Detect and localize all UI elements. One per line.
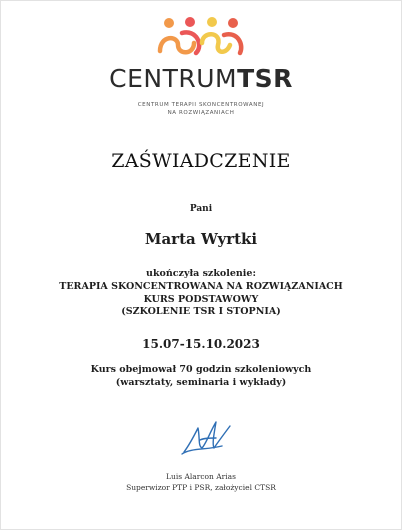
course-dates: 15.07-15.10.2023 — [142, 337, 260, 351]
brand-light: CENTRUM — [109, 64, 238, 93]
signer-name: Luis Alarcon Arias — [166, 472, 236, 481]
brand-tagline-line1: CENTRUM TERAPII SKONCENTROWANEJ — [137, 102, 265, 108]
course-level: KURS PODSTAWOWY — [143, 293, 259, 305]
activities-line: (warsztaty, seminaria i wykłady) — [115, 376, 287, 388]
salutation: Pani — [189, 204, 213, 214]
course-details — [1, 281, 401, 319]
course-hours — [1, 364, 401, 389]
centrum-tsr-logo-icon — [1, 15, 401, 61]
course-degree: (SZKOLENIE TSR I STOPNIA) — [121, 306, 281, 317]
certificate-title: ZAŚWIADCZENIE — [111, 150, 291, 172]
hours-line: Kurs obejmował 70 godzin szkoleniowych — [90, 364, 312, 375]
recipient-name: Marta Wyrtki — [144, 230, 258, 248]
course-name: TERAPIA SKONCENTROWANA NA ROZWIĄZANIACH — [59, 281, 343, 292]
signer-block — [1, 471, 401, 493]
brand-bold: TSR — [237, 64, 293, 93]
brand-tagline-line2: NA ROZWIĄZANIACH — [167, 110, 235, 116]
brand-wordmark — [1, 64, 401, 93]
signer-role: Superwizor PTP i PSR, założyciel CTSR — [126, 483, 276, 492]
completed-label: ukończyła szkolenie: — [146, 268, 256, 279]
signature-icon — [176, 414, 236, 463]
